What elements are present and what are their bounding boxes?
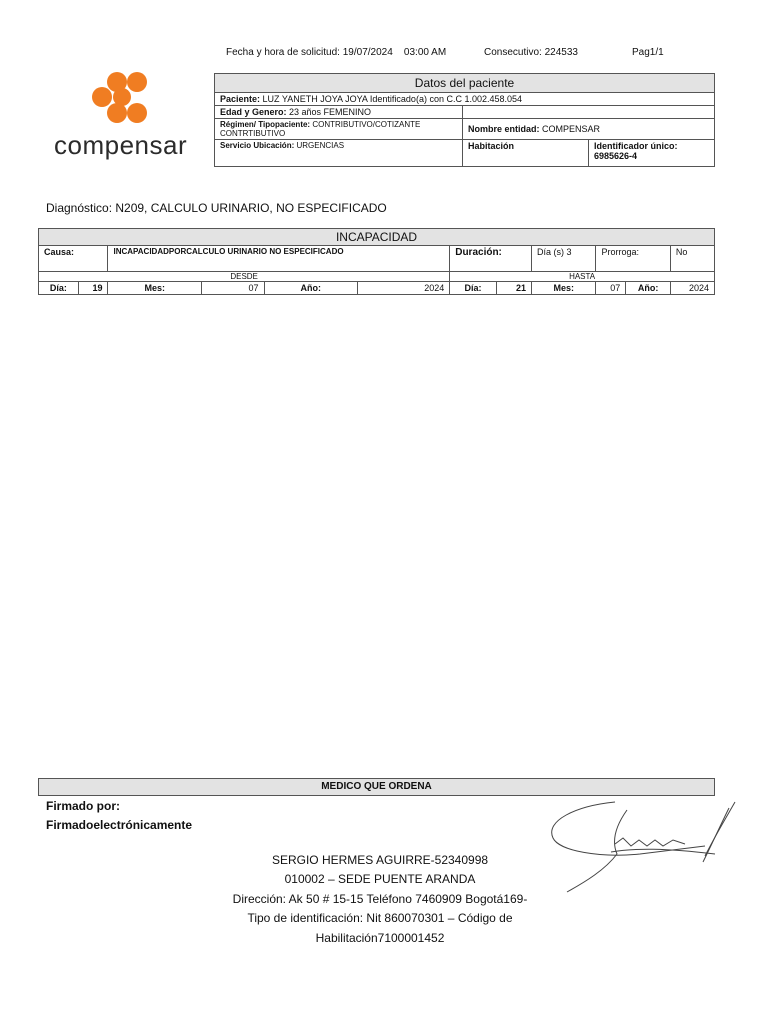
- age-gender-cell: Edad y Genero: 23 años FEMENINO: [215, 106, 463, 119]
- empty-cell: [463, 106, 715, 119]
- consecutive-number: Consecutivo: 224533: [484, 47, 578, 58]
- signed-by-label: Firmado por:: [46, 799, 120, 813]
- patient-name-row: Paciente: LUZ YANETH JOYA JOYA Identificado(a) con C.C 1.002.458.054: [215, 93, 715, 106]
- duration-value: Día (s) 3: [531, 246, 596, 272]
- incapacity-title: INCAPACIDAD: [39, 229, 715, 246]
- regime-cell: Régimen/ Tipopaciente: CONTRIBUTIVO/COTIZANTE CONTRTIBUTIVO: [215, 119, 463, 140]
- habilitation-code: Habilitación7100001452: [315, 931, 445, 945]
- page-number: Pag1/1: [632, 47, 664, 58]
- to-label: HASTA: [450, 272, 715, 282]
- to-day-label: Día:: [450, 282, 497, 295]
- patient-section-title: Datos del paciente: [215, 74, 715, 93]
- from-month: 07: [202, 282, 264, 295]
- service-cell: Servicio Ubicación: URGENCIAS: [215, 140, 463, 167]
- duration-label: Duración:: [450, 246, 532, 272]
- extension-value: No: [670, 246, 714, 272]
- from-label: DESDE: [39, 272, 450, 282]
- to-month-label: Mes:: [531, 282, 596, 295]
- cause-value: INCAPACIDADPORCALCULO URINARIO NO ESPECIFICADO: [108, 246, 450, 272]
- room-cell: Habitación: [463, 140, 589, 167]
- entity-cell: Nombre entidad: COMPENSAR: [463, 119, 715, 140]
- from-day-label: Día:: [39, 282, 79, 295]
- from-year: 2024: [358, 282, 450, 295]
- site-name: 010002 – SEDE PUENTE ARANDA: [284, 872, 476, 886]
- unique-id-cell: Identificador único: 6985626-4: [589, 140, 715, 167]
- from-year-label: Año:: [264, 282, 358, 295]
- diagnosis: Diagnóstico: N209, CALCULO URINARIO, NO ESPECIFICADO: [46, 201, 387, 215]
- compensar-logo-mark: [54, 70, 194, 130]
- to-month: 07: [596, 282, 626, 295]
- logo-text: compensar: [54, 130, 188, 160]
- doctor-name: SERGIO HERMES AGUIRRE-52340998: [271, 853, 489, 867]
- to-day: 21: [496, 282, 531, 295]
- extension-label: Prorroga:: [596, 246, 670, 272]
- compensar-logo: [54, 70, 194, 165]
- to-year: 2024: [670, 282, 714, 295]
- id-type: Tipo de identificación: Nit 860070301 – Código de: [247, 911, 513, 925]
- doctor-section-title: MEDICO QUE ORDENA: [38, 778, 715, 796]
- cause-label: Causa:: [39, 246, 108, 272]
- from-month-label: Mes:: [108, 282, 202, 295]
- signed-electronically-label: Firmadoelectrónicamente: [46, 818, 193, 832]
- incapacity-table: [38, 228, 715, 295]
- request-date: Fecha y hora de solicitud: 19/07/2024 03:00 AM: [226, 47, 447, 58]
- from-day: 19: [78, 282, 108, 295]
- patient-data-table: [214, 73, 715, 167]
- to-year-label: Año:: [626, 282, 671, 295]
- address: Dirección: Ak 50 # 15-15 Teléfono 7460909 Bogotá169-: [232, 892, 528, 906]
